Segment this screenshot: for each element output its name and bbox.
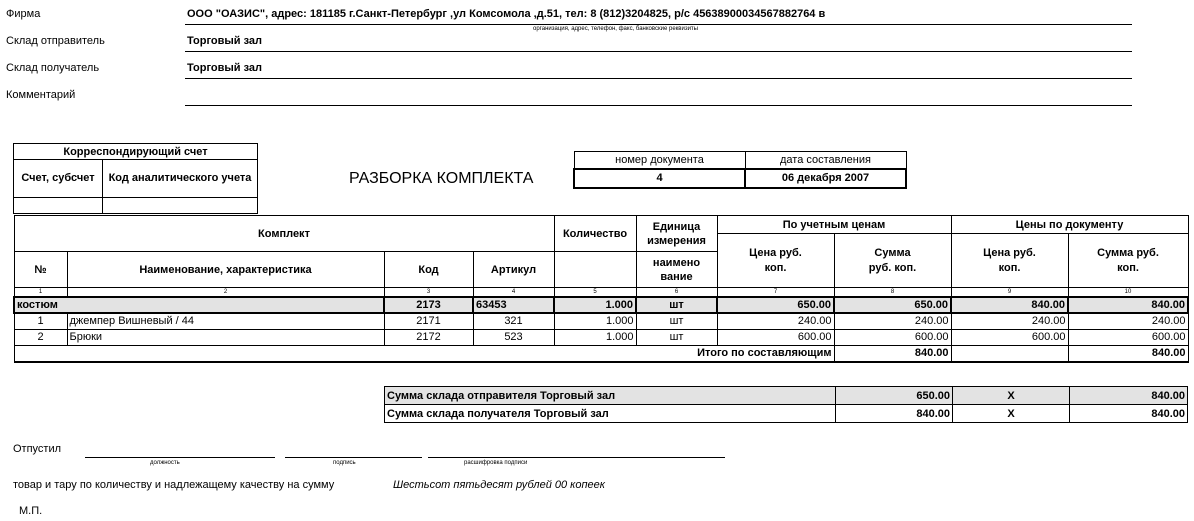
sig-caption-signature: подпись <box>333 460 356 466</box>
corr-account-table <box>13 143 258 214</box>
summary-receiver-x: X <box>953 405 1070 423</box>
corr-title: Корреспондирующий счет <box>14 144 258 160</box>
firm-value: ООО "ОАЗИС", адрес: 181185 г.Санкт-Петербург ,ул Комсомола ,д.51, тел: 8 (812)3204825, р/с 45638900034567882764 в <box>187 8 826 20</box>
summary-sender-row <box>385 387 1188 405</box>
colnum: 3 <box>384 288 473 298</box>
row-acc-price: 600.00 <box>717 329 834 345</box>
row-name: джемпер Вишневый / 44 <box>67 313 384 329</box>
h-code: Код <box>384 252 473 288</box>
sender-label: Склад отправитель <box>6 35 105 47</box>
sig-caption-position: должность <box>150 460 180 466</box>
colnum: 5 <box>554 288 636 298</box>
kit-unit: шт <box>636 297 717 313</box>
doc-date-value: 06 декабря 2007 <box>745 169 906 188</box>
row-art: 321 <box>473 313 554 329</box>
kit-art: 63453 <box>473 297 554 313</box>
colnum: 1 <box>14 288 67 298</box>
corr-col-analytic: Код аналитического учета <box>103 160 258 198</box>
sender-value: Торговый зал <box>187 35 263 47</box>
h-no: № <box>14 252 67 288</box>
goods-text: товар и тару по количеству и надлежащему качеству на сумму <box>13 479 335 491</box>
row-acc-sum: 240.00 <box>834 313 951 329</box>
h-acc-sum: Сумма руб. коп. <box>834 234 951 288</box>
firm-underline <box>185 24 1132 25</box>
h-doc-sum: Сумма руб. коп. <box>1068 234 1188 288</box>
h-unit-name: наимено вание <box>636 252 717 288</box>
comment-label: Комментарий <box>6 89 76 101</box>
row-qty: 1.000 <box>554 313 636 329</box>
colnum: 9 <box>951 288 1068 298</box>
comment-underline <box>185 105 1132 106</box>
summary-sender-x: X <box>953 387 1070 405</box>
total-empty <box>951 345 1068 362</box>
h-doc: Цены по документу <box>951 216 1188 234</box>
total-row <box>14 345 1188 362</box>
colnum: 8 <box>834 288 951 298</box>
total-acc-sum: 840.00 <box>834 345 951 362</box>
doc-info-table <box>573 151 907 189</box>
h-doc-price: Цена руб. коп. <box>951 234 1068 288</box>
kit-code: 2173 <box>384 297 473 313</box>
colnum: 2 <box>67 288 384 298</box>
kit-doc-sum: 840.00 <box>1068 297 1188 313</box>
row-acc-sum: 600.00 <box>834 329 951 345</box>
kit-name: костюм <box>14 297 384 313</box>
summary-receiver-acc: 840.00 <box>836 405 953 423</box>
kit-row <box>14 297 1188 313</box>
sig-line-position <box>85 457 275 458</box>
h-kit: Комплект <box>14 216 554 252</box>
summary-sender-acc: 650.00 <box>836 387 953 405</box>
corr-account-value <box>14 198 103 214</box>
summary-table <box>384 386 1188 423</box>
corr-col-account: Счет, субсчет <box>14 160 103 198</box>
sig-line-signature <box>285 457 422 458</box>
row-qty: 1.000 <box>554 329 636 345</box>
row-name: Брюки <box>67 329 384 345</box>
row-no: 2 <box>14 329 67 345</box>
firm-hint: организация, адрес, телефон, факс, банковские реквизиты <box>533 26 698 32</box>
summary-sender-doc: 840.00 <box>1070 387 1188 405</box>
row-doc-price: 240.00 <box>951 313 1068 329</box>
row-no: 1 <box>14 313 67 329</box>
released-label: Отпустил <box>13 443 62 455</box>
doc-date-label: дата составления <box>745 152 906 169</box>
kit-acc-sum: 650.00 <box>834 297 951 313</box>
doc-title: РАЗБОРКА КОМПЛЕКТА <box>349 170 534 187</box>
sender-underline <box>185 51 1132 52</box>
row-art: 523 <box>473 329 554 345</box>
colnum: 4 <box>473 288 554 298</box>
colnum: 10 <box>1068 288 1188 298</box>
summary-sender-label: Сумма склада отправителя Торговый зал <box>385 387 836 405</box>
row-unit: шт <box>636 313 717 329</box>
stamp-place: М.П. <box>19 505 43 517</box>
sig-line-name <box>428 457 725 458</box>
h-name: Наименование, характеристика <box>67 252 384 288</box>
row-unit: шт <box>636 329 717 345</box>
doc-num-value: 4 <box>574 169 745 188</box>
table-row <box>14 329 1188 345</box>
h-art: Артикул <box>473 252 554 288</box>
row-code: 2171 <box>384 313 473 329</box>
total-doc-sum: 840.00 <box>1068 345 1188 362</box>
h-acc: По учетным ценам <box>717 216 951 234</box>
row-doc-price: 600.00 <box>951 329 1068 345</box>
h-qty-cell <box>554 252 636 288</box>
main-table <box>13 215 1189 363</box>
summary-receiver-label: Сумма склада получателя Торговый зал <box>385 405 836 423</box>
colnum: 7 <box>717 288 834 298</box>
row-code: 2172 <box>384 329 473 345</box>
corr-analytic-value <box>103 198 258 214</box>
kit-acc-price: 650.00 <box>717 297 834 313</box>
h-acc-price: Цена руб. коп. <box>717 234 834 288</box>
receiver-underline <box>185 78 1132 79</box>
kit-doc-price: 840.00 <box>951 297 1068 313</box>
total-label: Итого по составляющим <box>14 345 834 362</box>
doc-num-label: номер документа <box>574 152 745 169</box>
h-qty: Количество <box>554 216 636 252</box>
kit-qty: 1.000 <box>554 297 636 313</box>
table-row <box>14 313 1188 329</box>
receiver-value: Торговый зал <box>187 62 263 74</box>
firm-label: Фирма <box>6 8 41 20</box>
h-unit: Единица измерения <box>636 216 717 252</box>
receiver-label: Склад получатель <box>6 62 100 74</box>
sig-caption-name: расшифровка подписи <box>464 460 528 466</box>
summary-receiver-row <box>385 405 1188 423</box>
row-doc-sum: 600.00 <box>1068 329 1188 345</box>
sum-in-words: Шестьсот пятьдесят рублей 00 копеек <box>393 479 605 491</box>
row-doc-sum: 240.00 <box>1068 313 1188 329</box>
summary-receiver-doc: 840.00 <box>1070 405 1188 423</box>
row-acc-price: 240.00 <box>717 313 834 329</box>
colnum: 6 <box>636 288 717 298</box>
